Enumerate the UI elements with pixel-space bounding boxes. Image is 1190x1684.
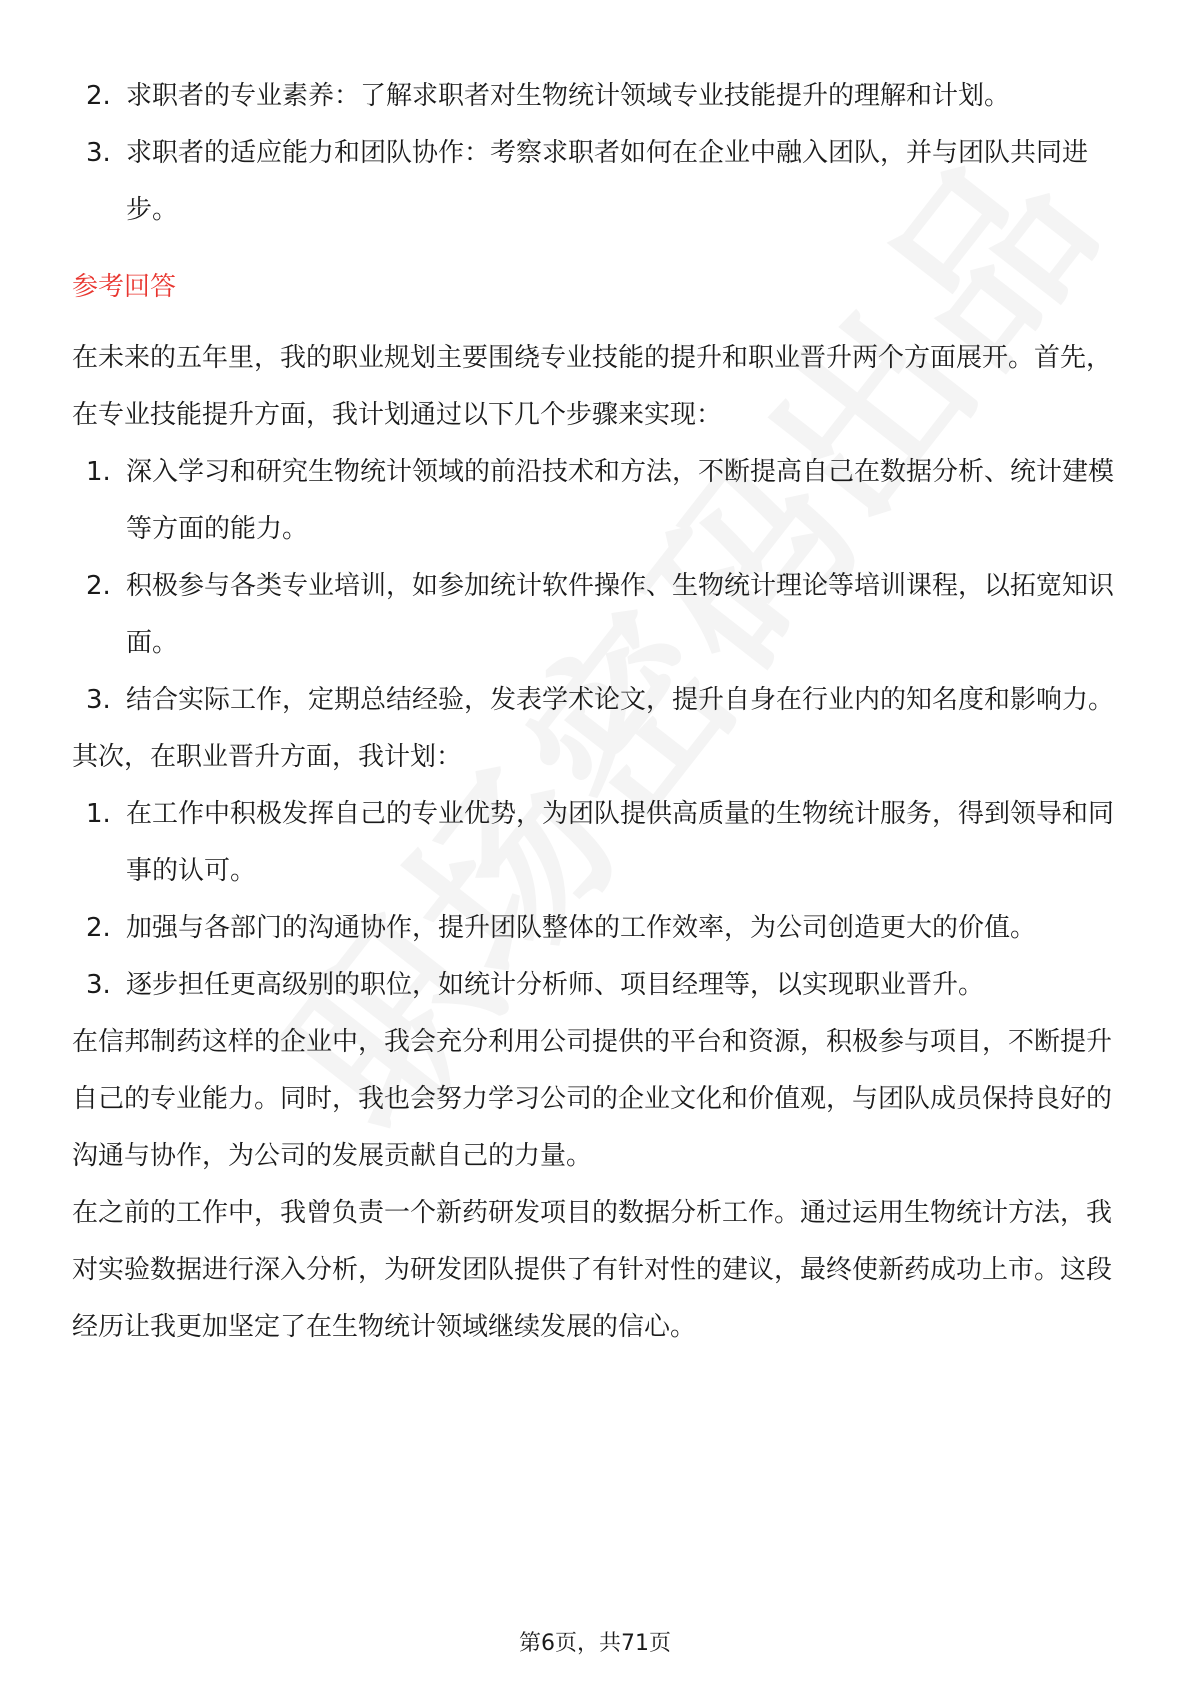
- list-item: [72, 672, 1117, 729]
- list-item-text: 求职者的专业素养：了解求职者对生物统计领域专业技能提升的理解和计划。: [126, 81, 1011, 111]
- list-item: [72, 125, 1117, 239]
- list-item-text: 求职者的适应能力和团队协作：考察求职者如何在企业中融入团队，并与团队共同进步。: [126, 138, 1089, 225]
- list-item-number: 2.: [86, 81, 111, 111]
- list-item-text: 积极参与各类专业培训，如参加统计软件操作、生物统计理论等培训课程，以拓宽知识面。: [126, 571, 1115, 658]
- list-item-text: 深入学习和研究生物统计领域的前沿技术和方法，不断提高自己在数据分析、统计建模等方面的能力。: [126, 457, 1115, 544]
- list-item: [72, 957, 1117, 1014]
- list-item-text: 结合实际工作，定期总结经验，发表学术论文，提升自身在行业内的知名度和影响力。: [126, 685, 1115, 715]
- list-item-number: 2.: [86, 913, 111, 943]
- list-item-number: 2.: [86, 571, 111, 601]
- list-item-text: 在工作中积极发挥自己的专业优势，为团队提供高质量的生物统计服务，得到领导和同事的认可。: [126, 799, 1115, 886]
- section-heading: 参考回答: [72, 272, 177, 302]
- list-item-text: 逐步担任更高级别的职位，如统计分析师、项目经理等，以实现职业晋升。: [126, 970, 985, 1000]
- company-paragraph: 在信邦制药这样的企业中，我会充分利用公司提供的平台和资源，积极参与项目，不断提升自己的专业能力。同时，我也会努力学习公司的企业文化和价值观，与团队成员保持良好的沟通与协作，为公司的发展贡献自己的力量。: [72, 1027, 1113, 1171]
- experience-paragraph: 在之前的工作中，我曾负责一个新药研发项目的数据分析工作。通过运用生物统计方法，我对实验数据进行深入分析，为研发团队提供了有针对性的建议，最终使新药成功上市。这段经历让我更加坚定了在生物统计领域继续发展的信心。: [72, 1198, 1113, 1342]
- career-plan-list: [72, 786, 1117, 1014]
- secondly-paragraph: 其次，在职业晋升方面，我计划：: [72, 742, 463, 772]
- skills-plan-list: [72, 444, 1117, 729]
- page-number: 第6页，共71页: [519, 1631, 671, 1656]
- list-item: [72, 558, 1117, 672]
- list-item: [72, 68, 1117, 125]
- list-item-number: 1.: [86, 457, 111, 487]
- intro-paragraph: 在未来的五年里，我的职业规划主要围绕专业技能的提升和职业晋升两个方面展开。首先，在专业技能提升方面，我计划通过以下几个步骤来实现：: [72, 343, 1113, 430]
- document-content: [72, 68, 1117, 1356]
- evaluation-points-list: [72, 68, 1117, 239]
- list-item-number: 3.: [86, 138, 111, 168]
- list-item-number: 3.: [86, 685, 111, 715]
- list-item-number: 3.: [86, 970, 111, 1000]
- list-item: [72, 900, 1117, 957]
- list-item-number: 1.: [86, 799, 111, 829]
- list-item: [72, 786, 1117, 900]
- list-item: [72, 444, 1117, 558]
- list-item-text: 加强与各部门的沟通协作，提升团队整体的工作效率，为公司创造更大的价值。: [126, 913, 1037, 943]
